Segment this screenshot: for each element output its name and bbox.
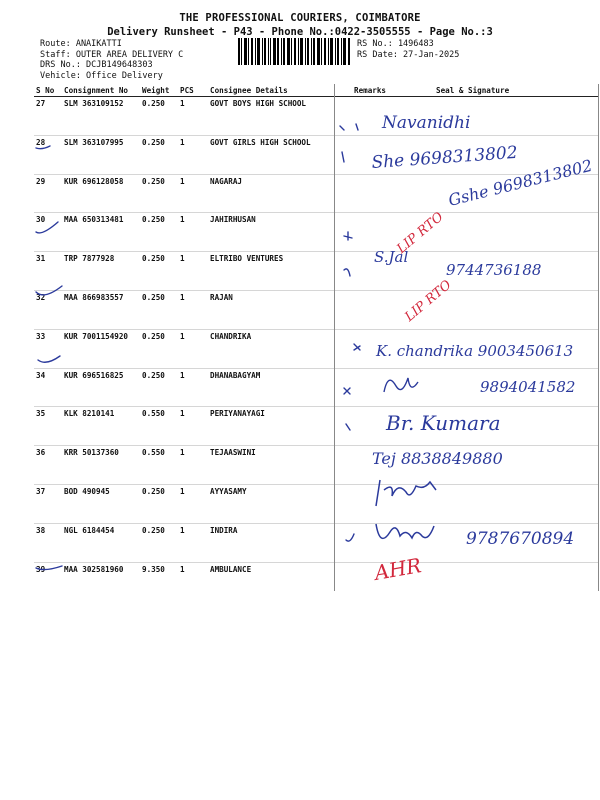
cell-consignee: PERIYANAYAGI <box>208 407 352 446</box>
column-divider <box>334 84 335 591</box>
cell-sno: 39 <box>36 564 46 574</box>
cell-consignment: KUR 696128058 <box>62 174 140 213</box>
cell-sno: 30 <box>34 213 62 252</box>
company-title: THE PROFESSIONAL COURIERS, COIMBATORE <box>179 12 421 24</box>
runsheet-subtitle: Delivery Runsheet - P43 - Phone No.:0422-3505555 - Page No.:3 <box>107 26 493 38</box>
cell-pcs: 1 <box>178 97 208 136</box>
cell-pcs: 1 <box>178 135 208 174</box>
cell-consignee: RAJAN <box>208 290 352 329</box>
cell-consignee: ELTRIBO VENTURES <box>208 252 352 291</box>
cell-consignee: GOVT BOYS HIGH SCHOOL <box>208 97 352 136</box>
cell-remarks <box>352 368 406 407</box>
runsheet-table <box>34 84 599 600</box>
runsheet-meta-left <box>40 39 183 81</box>
signature-35: Br. Kumara <box>386 411 501 435</box>
table-row <box>34 252 599 291</box>
signature-38-phone: 9787670894 <box>466 529 575 549</box>
cell-consignment: NGL 6184454 <box>62 523 140 562</box>
cell-remarks <box>352 174 406 213</box>
column-divider <box>598 84 599 591</box>
cell-weight: 0.250 <box>140 290 178 329</box>
cell-sno: 29 <box>34 174 62 213</box>
cell-consignment: MAA 650313481 <box>62 213 140 252</box>
cell-consignment: MAA 302581960 <box>64 564 124 574</box>
cell-sno: 33 <box>34 329 62 368</box>
signature-31-name: S.Jal <box>374 248 409 266</box>
barcode-icon <box>238 38 350 65</box>
cell-remarks <box>352 407 406 446</box>
cell-pcs: 1 <box>178 484 208 523</box>
cell-consignee: AMBULANCE <box>210 564 252 574</box>
col-header-consignment: Consignment No <box>62 84 140 97</box>
cell-signature <box>406 135 599 174</box>
rto-stamp: LIP RTO <box>402 277 455 325</box>
table-row <box>34 446 599 485</box>
cell-remarks <box>352 329 406 368</box>
cell-pcs: 1 <box>178 407 208 446</box>
cell-consignee: GOVT GIRLS HIGH SCHOOL <box>208 135 352 174</box>
cell-pcs: 1 <box>178 290 208 329</box>
table-row <box>34 484 599 523</box>
cell-signature <box>406 290 599 329</box>
cell-consignment: SLM 363107995 <box>62 135 140 174</box>
cell-weight: 0.250 <box>140 368 178 407</box>
cell-pcs: 1 <box>178 329 208 368</box>
cell-signature <box>406 407 599 446</box>
cell-sno: 35 <box>34 407 62 446</box>
cell-signature <box>406 174 599 213</box>
cell-signature <box>406 252 599 291</box>
col-header-pcs: PCS <box>178 84 208 97</box>
table-row <box>34 97 599 136</box>
cell-weight: 0.250 <box>140 523 178 562</box>
cell-signature <box>406 213 599 252</box>
col-header-sno: S No <box>34 84 62 97</box>
cell-consignment: KUR 7001154920 <box>62 329 140 368</box>
col-header-signature: Seal & Signature <box>406 84 599 97</box>
cell-consignee: AYYASAMY <box>208 484 352 523</box>
cell-sno: 31 <box>34 252 62 291</box>
cell-consignee: CHANDRIKA <box>208 329 352 368</box>
cell-weight: 0.250 <box>140 97 178 136</box>
cell-consignment: KRR 50137360 <box>62 446 140 485</box>
cell-weight: 0.250 <box>140 174 178 213</box>
table-header-row <box>34 84 599 97</box>
cell-sno: 27 <box>34 97 62 136</box>
cell-pcs: 1 <box>178 213 208 252</box>
table-row <box>34 407 599 446</box>
cell-sno: 34 <box>34 368 62 407</box>
cell-pcs: 1 <box>178 252 208 291</box>
cell-sno: 32 <box>34 290 62 329</box>
table-row <box>34 174 599 213</box>
col-header-consignee: Consignee Details <box>208 84 352 97</box>
cell-sno: 36 <box>34 446 62 485</box>
route-label: Route: ANAIKATTI <box>40 39 122 49</box>
cell-signature <box>406 329 599 368</box>
cell-remarks <box>352 252 406 291</box>
cell-consignee: TEJAASWINI <box>208 446 352 485</box>
cell-weight: 0.250 <box>140 484 178 523</box>
cell-remarks <box>352 97 406 136</box>
signature-31-phone: 9744736188 <box>446 261 542 279</box>
table-row <box>34 290 599 329</box>
cell-consignment: TRP 7877928 <box>62 252 140 291</box>
cell-consignment: MAA 866983557 <box>62 290 140 329</box>
cell-weight: 9.350 <box>142 564 165 574</box>
cell-remarks <box>352 290 406 329</box>
cell-remarks <box>352 523 406 562</box>
cell-remarks <box>352 135 406 174</box>
cell-sno: 37 <box>34 484 62 523</box>
cell-signature <box>406 562 599 600</box>
vehicle-label: Vehicle: Office Delivery <box>40 70 163 81</box>
cell-weight: 0.250 <box>140 213 178 252</box>
cell-remarks <box>352 213 406 252</box>
col-header-remarks: Remarks <box>352 84 406 97</box>
drs-number: DRS No.: DCJB149648303 <box>40 60 153 70</box>
runsheet-meta-right <box>357 39 459 60</box>
cell-pcs: 1 <box>178 523 208 562</box>
cell-consignee: INDIRA <box>208 523 352 562</box>
cell-weight: 0.550 <box>140 407 178 446</box>
cell-signature <box>406 523 599 562</box>
cell-remarks <box>352 446 406 485</box>
cell-consignment: KLK 8210141 <box>62 407 140 446</box>
signature-33: K. chandrika 9003450613 <box>376 342 574 360</box>
col-header-weight: Weight <box>140 84 178 97</box>
cell-weight: 0.250 <box>140 135 178 174</box>
cell-consignment: BOD 490945 <box>62 484 140 523</box>
cell-signature <box>406 97 599 136</box>
cell-consignment: KUR 696516825 <box>62 368 140 407</box>
table-row <box>34 523 599 562</box>
cell-weight: 0.250 <box>140 252 178 291</box>
rs-date: RS Date: 27-Jan-2025 <box>357 49 460 60</box>
rto-stamp: LIP RTO <box>394 209 447 257</box>
signature-28: She 9698313802 <box>370 142 519 173</box>
table-row <box>34 329 599 368</box>
cell-remarks <box>352 562 406 600</box>
cell-signature <box>406 446 599 485</box>
rs-number: RS No.: 1496483 <box>357 39 434 49</box>
staff-label: Staff: OUTER AREA DELIVERY C <box>40 49 184 60</box>
table-row <box>34 562 599 600</box>
cell-pcs: 1 <box>178 174 208 213</box>
cell-sno: 38 <box>34 523 62 562</box>
table-row <box>34 135 599 174</box>
cell-consignee: JAHIRHUSAN <box>208 213 352 252</box>
signature-34: 9894041582 <box>480 378 576 396</box>
cell-remarks <box>352 484 406 523</box>
cell-signature <box>406 368 599 407</box>
cell-consignee: DHANABAGYAM <box>208 368 352 407</box>
cell-pcs: 1 <box>178 446 208 485</box>
cell-sno: 28 <box>34 135 62 174</box>
cell-signature <box>406 484 599 523</box>
table-row <box>34 213 599 252</box>
signature-39-red: AHR <box>372 553 424 585</box>
signature-27: Navanidhi <box>382 113 471 133</box>
signature-36: Tej 8838849880 <box>372 449 503 468</box>
cell-consignee: NAGARAJ <box>208 174 352 213</box>
cell-weight: 0.550 <box>140 446 178 485</box>
table-row <box>34 368 599 407</box>
cell-consignment: SLM 363109152 <box>62 97 140 136</box>
cell-weight: 0.250 <box>140 329 178 368</box>
cell-pcs: 1 <box>178 368 208 407</box>
cell-pcs: 1 <box>180 564 185 574</box>
signature-29: Gshe 9698313802 <box>446 155 595 210</box>
